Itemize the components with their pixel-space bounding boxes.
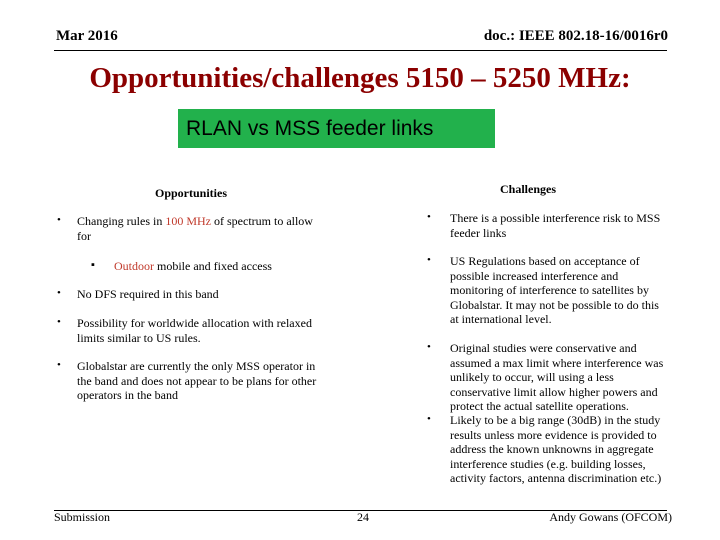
bullet-icon: • [427,254,431,266]
bullet-icon: • [57,214,61,226]
footer-author: Andy Gowans (OFCOM) [549,510,672,524]
bullet-icon: • [427,413,431,425]
subtitle: RLAN vs MSS feeder links [186,117,434,140]
footer-submission: Submission [54,510,111,524]
opportunity-item-1: Changing rules in 100 MHz of spectrum to allow for [77,214,313,243]
bullet-icon: • [427,341,431,353]
bullet-icon: • [57,287,61,299]
opportunities-heading: Opportunities [155,186,228,200]
page-number: 24 [357,510,369,524]
sub-bullet-icon: ▪ [91,259,95,271]
header-divider [54,50,667,51]
bullet-icon: • [57,316,61,328]
opportunity-item-2: No DFS required in this band [77,287,219,301]
bullet-icon: • [57,359,61,371]
challenge-item-2: US Regulations based on acceptance of possible increased interference and monitoring of interference to satellites by Globalstar. It may not be possible to do this at international level. [450,254,659,326]
challenge-item-3: Original studies were conservative and assumed a max limit where interference was unlikely to occur, will using a less conservative limit allow higher powers and protect the actual satellite operations. [450,341,664,413]
opportunity-item-4: Globalstar are currently the only MSS operator in the band and does not appear to be plans for other operators in the band [77,359,317,402]
header-doc-id: doc.: IEEE 802.18-16/0016r0 [483,28,668,44]
challenges-heading: Challenges [500,182,557,196]
opportunity-subitem-1: Outdoor mobile and fixed access [114,259,272,273]
challenge-item-4: Likely to be a big range (30dB) in the study results unless more evidence is provided to address the known unknowns in aggregate interference studies (e.g. building losses, activity factors, antenna discrimination etc.) [450,413,662,485]
bullet-icon: • [427,211,431,223]
header-date: Mar 2016 [56,28,118,44]
opportunity-item-3: Possibility for worldwide allocation with relaxed limits similar to US rules. [77,316,312,345]
challenge-item-1: There is a possible interference risk to MSS feeder links [450,211,661,240]
slide-title: Opportunities/challenges 5150 – 5250 MHz: [89,62,631,94]
